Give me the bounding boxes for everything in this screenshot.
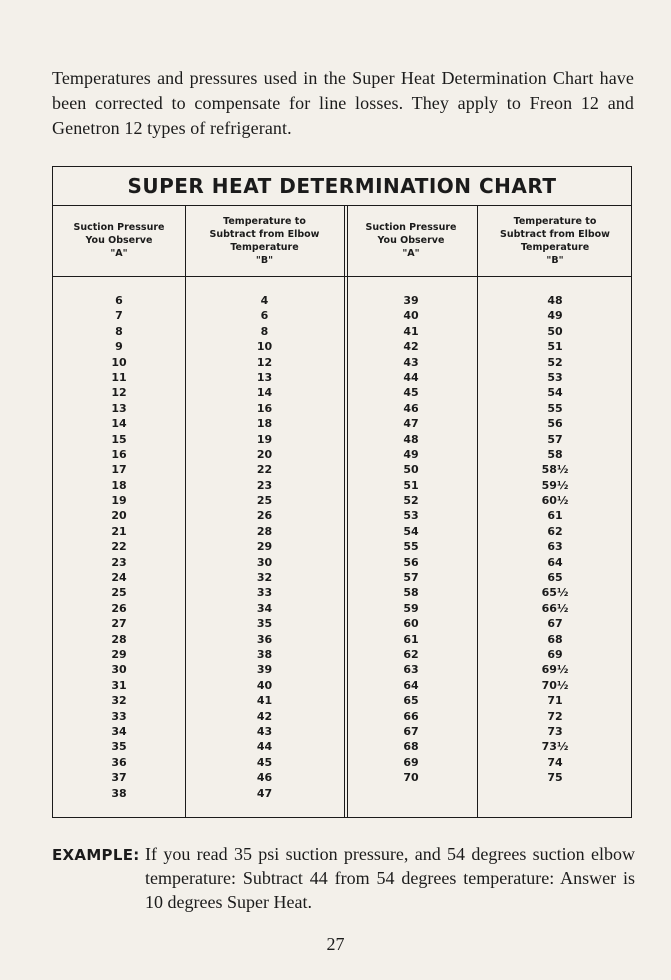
temperature-right-cell: 65: [547, 571, 563, 585]
temperature-left-cell: 14: [256, 386, 273, 400]
temperature-right-cell: 56: [547, 417, 563, 431]
suction-pressure-right-cell: 47: [403, 417, 419, 431]
temperature-left-cell: 38: [256, 647, 273, 661]
temperature-left-cell: 22: [256, 463, 273, 477]
suction-pressure-left-cell: 28: [111, 632, 127, 646]
temperature-left-cell: 33: [256, 586, 273, 600]
temperature-left-cell: 6: [260, 309, 269, 323]
header-b-left-line-3: Temperature: [230, 241, 299, 253]
temperature-right-cell: 53: [547, 370, 563, 384]
suction-pressure-right-cell: 51: [403, 478, 419, 492]
super-heat-determination-chart: [52, 166, 632, 818]
suction-pressure-left-cell: 31: [111, 678, 127, 692]
temperature-right-cell: 52: [547, 355, 563, 369]
temperature-left-cell: 40: [256, 678, 273, 692]
suction-pressure-left-cell: 9: [115, 340, 123, 354]
temperature-right-cell: 50: [547, 324, 563, 338]
temperature-right-cell: 69: [547, 647, 563, 661]
suction-pressure-right-cell: 41: [403, 324, 419, 338]
temperature-right-cell: 70½: [541, 678, 569, 692]
suction-pressure-left-cell: 7: [115, 309, 123, 323]
temperature-right-cell: 58½: [541, 463, 569, 477]
header-temperature-right: [477, 205, 633, 276]
temperature-left-cell: 10: [256, 340, 273, 354]
example-text: If you read 35 psi suction pressure, and 54 degrees suction elbow temperature: Subtract 44 from 54 degrees temperature: Answer is 10 degrees Super Heat.: [145, 844, 635, 912]
suction-pressure-right-cell: 62: [403, 647, 419, 661]
suction-pressure-left-cell: 16: [111, 447, 127, 461]
header-a-right-line-2: You Observe: [377, 235, 445, 246]
suction-pressure-right-cell: 45: [403, 386, 419, 400]
temperature-right-cell: 59½: [541, 478, 569, 492]
suction-pressure-right-cell: 42: [403, 340, 419, 354]
temperature-right-cell: 57: [547, 432, 563, 446]
suction-pressure-right-cell: 50: [403, 463, 419, 477]
suction-pressure-left-cell: 36: [111, 755, 127, 769]
suction-pressure-left-cell: 18: [111, 478, 127, 492]
suction-pressure-left-cell: 27: [111, 617, 127, 631]
temperature-left-cell: 41: [256, 694, 273, 708]
temperature-left-cell: 23: [256, 478, 273, 492]
suction-pressure-right-cell: 67: [403, 724, 419, 738]
suction-pressure-right-cell: 53: [403, 509, 419, 523]
suction-pressure-left-cell: 29: [111, 647, 127, 661]
header-suction-pressure-right: [345, 205, 477, 276]
temperature-left-cell: 29: [256, 540, 273, 554]
header-b-right-line-3: Temperature: [520, 241, 590, 253]
suction-pressure-left-cell: 38: [111, 786, 127, 800]
temperature-left-cell: 39: [256, 663, 273, 677]
temperature-right-cell: 65½: [541, 586, 569, 600]
suction-pressure-right-cell: 56: [403, 555, 419, 569]
suction-pressure-left-cell: 26: [111, 601, 127, 615]
temperature-left-cell: 34: [256, 601, 273, 615]
temperature-left-cell: 36: [256, 632, 273, 646]
temperature-right-cell: 68: [547, 632, 563, 646]
temperature-right-cell: 48: [547, 294, 563, 307]
temperature-left-cell: 13: [256, 370, 273, 384]
temperature-right-cell: 49: [547, 309, 563, 323]
header-suction-pressure-left: [53, 205, 185, 276]
page-number: 27: [326, 934, 345, 954]
header-a-left-line-3: "A": [110, 248, 128, 259]
header-a-left-line-2: You Observe: [85, 235, 153, 246]
suction-pressure-right-cell: 55: [403, 540, 419, 554]
temperature-left-cell: 18: [256, 417, 273, 431]
temperature-right-cell: 69½: [541, 663, 569, 677]
suction-pressure-right-cell: 65: [403, 694, 419, 708]
suction-pressure-left-cell: 34: [111, 724, 127, 738]
temperature-right-cell: 67: [547, 617, 563, 631]
temperature-right-cell: 58: [547, 447, 563, 461]
temperature-right-cell: 74: [547, 755, 563, 769]
suction-pressure-right-cell: 66: [403, 709, 419, 723]
header-b-left-line-2: Subtract from Elbow: [209, 228, 320, 240]
suction-pressure-right-cell: 69: [403, 755, 419, 769]
temperature-right-cell: 73: [547, 724, 563, 738]
temperature-right-cell: 73½: [541, 740, 569, 754]
suction-pressure-left-cell: 8: [115, 324, 123, 338]
column-suction-pressure-left: [53, 293, 185, 801]
suction-pressure-left-cell: 10: [111, 355, 127, 369]
temperature-right-cell: 72: [547, 709, 563, 723]
suction-pressure-left-cell: 17: [111, 463, 127, 477]
column-temperature-left: [185, 293, 344, 801]
suction-pressure-right-cell: 64: [403, 678, 419, 692]
suction-pressure-left-cell: 14: [111, 417, 127, 431]
temperature-right-cell: 55: [547, 401, 563, 415]
temperature-left-cell: 20: [256, 447, 273, 461]
header-b-right-line-4: "B": [546, 254, 564, 266]
suction-pressure-right-cell: 54: [403, 524, 419, 538]
chart-title: SUPER HEAT DETERMINATION CHART: [53, 167, 631, 206]
header-a-left-line-1: Suction Pressure: [73, 222, 165, 233]
temperature-left-cell: 26: [256, 509, 273, 523]
temperature-left-cell: 46: [256, 771, 273, 785]
temperature-right-cell: 62: [547, 524, 563, 538]
suction-pressure-left-cell: 23: [111, 555, 127, 569]
temperature-left-cell: 45: [256, 755, 273, 769]
chart-header-row: [53, 205, 631, 277]
suction-pressure-right-cell: 40: [403, 309, 419, 323]
suction-pressure-left-cell: 12: [111, 386, 127, 400]
header-b-right-line-1: Temperature to: [513, 215, 597, 227]
temperature-left-cell: 32: [256, 571, 273, 585]
suction-pressure-right-cell: 63: [403, 663, 419, 677]
suction-pressure-right-cell: 68: [403, 740, 419, 754]
header-b-left-line-1: Temperature to: [223, 215, 306, 227]
suction-pressure-left-cell: 19: [111, 494, 127, 508]
suction-pressure-right-cell: 60: [403, 617, 419, 631]
suction-pressure-right-cell: 39: [403, 294, 419, 307]
temperature-right-cell: 75: [547, 771, 563, 785]
suction-pressure-left-cell: 25: [111, 586, 127, 600]
suction-pressure-right-cell: 52: [403, 494, 419, 508]
temperature-left-cell: 12: [256, 355, 273, 369]
example-label: EXAMPLE:: [52, 846, 140, 864]
suction-pressure-right-cell: 70: [403, 771, 419, 785]
temperature-left-cell: 19: [256, 432, 273, 446]
suction-pressure-left-cell: 35: [111, 740, 127, 754]
suction-pressure-left-cell: 33: [111, 709, 127, 723]
suction-pressure-right-cell: 48: [403, 432, 419, 446]
suction-pressure-right-cell: 61: [403, 632, 419, 646]
temperature-left-cell: 35: [256, 617, 273, 631]
intro-paragraph: Temperatures and pressures used in the Super Heat Determination Chart have been corrected to compensate for line losses. They apply to Freon 12 and Genetron 12 types of refrigerant.: [52, 68, 634, 138]
temperature-right-cell: 51: [547, 340, 563, 354]
temperature-left-cell: 47: [256, 786, 273, 800]
temperature-right-cell: 60½: [541, 494, 569, 508]
temperature-left-cell: 25: [256, 494, 273, 508]
temperature-left-cell: 44: [256, 740, 273, 754]
column-temperature-right: [477, 293, 633, 786]
header-temperature-left: [185, 205, 344, 276]
suction-pressure-right-cell: 57: [403, 571, 419, 585]
suction-pressure-right-cell: 59: [403, 601, 419, 615]
suction-pressure-right-cell: 58: [403, 586, 419, 600]
header-b-left-line-4: "B": [255, 254, 274, 266]
suction-pressure-left-cell: 37: [111, 771, 127, 785]
suction-pressure-left-cell: 11: [111, 370, 127, 384]
column-suction-pressure-right: [345, 293, 477, 786]
temperature-left-cell: 42: [256, 709, 273, 723]
suction-pressure-right-cell: 49: [403, 447, 419, 461]
temperature-right-cell: 66½: [541, 601, 569, 615]
suction-pressure-right-cell: 46: [403, 401, 419, 415]
header-a-right-line-3: "A": [402, 248, 420, 259]
temperature-left-cell: 16: [256, 401, 273, 415]
suction-pressure-right-cell: 44: [403, 370, 419, 384]
header-b-right-line-2: Subtract from Elbow: [500, 228, 610, 240]
temperature-left-cell: 4: [260, 294, 269, 307]
temperature-left-cell: 28: [256, 524, 273, 538]
header-a-right-line-1: Suction Pressure: [365, 222, 457, 233]
suction-pressure-left-cell: 20: [111, 509, 127, 523]
suction-pressure-left-cell: 21: [111, 524, 127, 538]
temperature-right-cell: 63: [547, 540, 563, 554]
suction-pressure-left-cell: 15: [111, 432, 127, 446]
temperature-right-cell: 64: [547, 555, 563, 569]
temperature-right-cell: 54: [547, 386, 563, 400]
suction-pressure-left-cell: 22: [111, 540, 127, 554]
temperature-left-cell: 30: [256, 555, 273, 569]
suction-pressure-right-cell: 43: [403, 355, 419, 369]
temperature-left-cell: 43: [256, 724, 273, 738]
temperature-right-cell: 61: [547, 509, 563, 523]
suction-pressure-left-cell: 30: [111, 663, 127, 677]
temperature-left-cell: 8: [260, 324, 269, 338]
suction-pressure-left-cell: 32: [111, 694, 127, 708]
suction-pressure-left-cell: 24: [111, 571, 127, 585]
temperature-right-cell: 71: [547, 694, 563, 708]
suction-pressure-left-cell: 6: [115, 294, 123, 307]
suction-pressure-left-cell: 13: [111, 401, 127, 415]
